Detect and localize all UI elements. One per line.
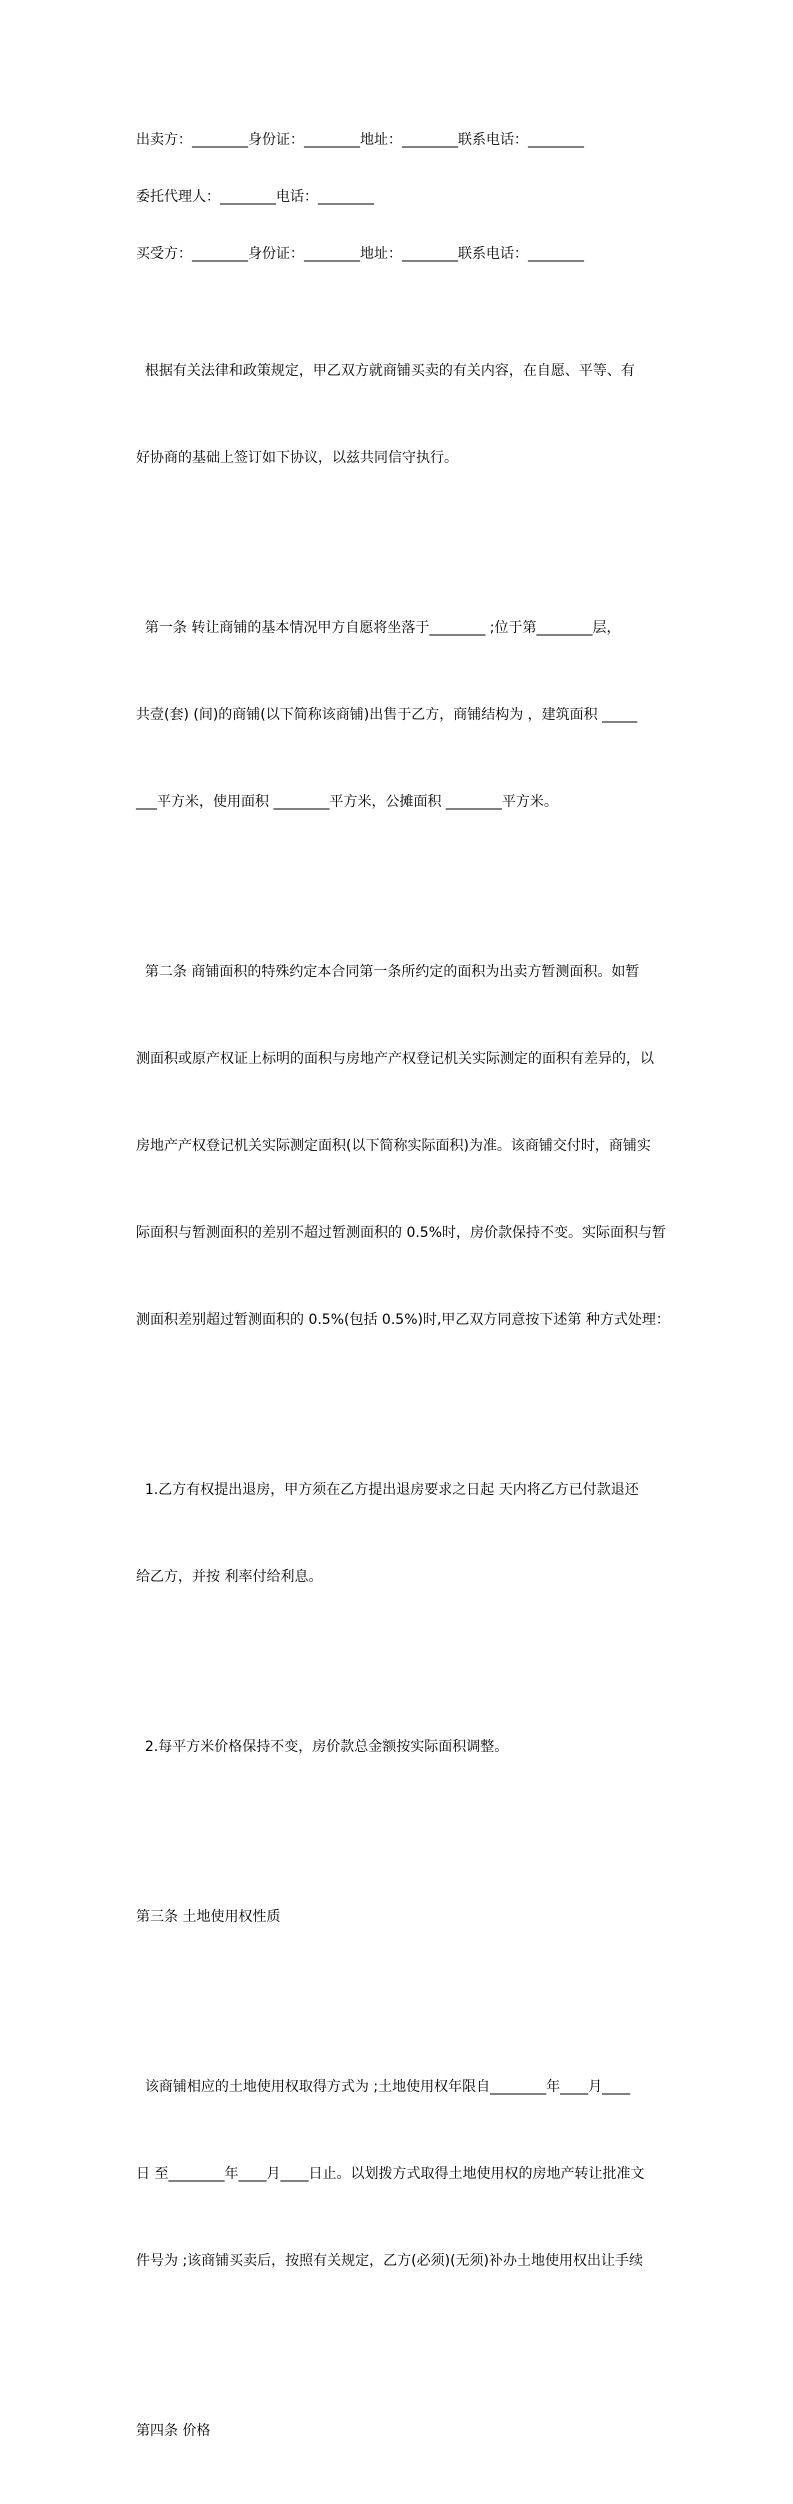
seller-info-line: 出卖方：________身份证：________地址：________联系电话：________	[136, 132, 584, 148]
article-2-line-2: 测面积或原产权证上标明的面积与房地产产权登记机关实际测定的面积有差异的，以	[136, 1051, 654, 1067]
article-3-paragraph	[136, 2015, 708, 2334]
article-2-line-3: 房地产产权登记机关实际测定面积(以下简称实际面积)为准。该商铺交付时，商铺实	[136, 1138, 651, 1154]
option-2-paragraph	[136, 1675, 708, 1820]
article-3-line-3: 件号为 ;该商铺买卖后，按照有关规定，乙方(必须)(无须)补办土地使用权出让手续	[136, 2253, 644, 2269]
article-1-paragraph	[136, 556, 708, 875]
article-1-line-3: ___平方米，使用面积 ________平方米，公摊面积 ________平方米。	[136, 794, 558, 810]
article-4-title	[136, 2359, 708, 2504]
option-1-paragraph	[136, 1418, 708, 1650]
agent-info-line: 委托代理人：________电话：________	[136, 189, 374, 205]
intro-paragraph	[136, 299, 708, 531]
option-2-line: 2.每平方米价格保持不变，房价款总金额按实际面积调整。	[136, 1739, 509, 1755]
buyer-info-line: 买受方：________身份证：________地址：________联系电话：________	[136, 246, 584, 262]
article-1-line-2: 共壹(套) (间)的商铺(以下简称该商铺)出售于乙方，商铺结构为 ，建筑面积 _____	[136, 707, 638, 723]
contract-body	[136, 128, 708, 2504]
article-3-title	[136, 1845, 708, 1990]
article-3-line-2: 日 至________年____月____日止。以划拨方式取得土地使用权的房地产转让批准文	[136, 2166, 645, 2182]
article-3-line-1: 该商铺相应的土地使用权取得方式为 ;土地使用权年限自________年____月____	[136, 2079, 631, 2095]
option-1-line-2: 给乙方，并按 利率付给利息。	[136, 1569, 323, 1585]
article-4-heading: 第四条 价格	[136, 2423, 211, 2439]
article-1-line-1: 第一条 转让商铺的基本情况甲方自愿将坐落于________ ;位于第________层，	[136, 620, 621, 636]
article-2-line-4: 际面积与暂测面积的差别不超过暂测面积的 0.5%时，房价款保持不变。实际面积与暂	[136, 1225, 667, 1241]
article-2-line-1: 第二条 商铺面积的特殊约定本合同第一条所约定的面积为出卖方暂测面积。如暂	[136, 964, 640, 980]
article-2-line-5: 测面积差别超过暂测面积的 0.5%(包括 0.5%)时,甲乙双方同意按下述第 种方式处理：	[136, 1312, 670, 1328]
option-1-line-1: 1.乙方有权提出退房，甲方须在乙方提出退房要求之日起 天内将乙方已付款退还	[136, 1482, 639, 1498]
article-2-paragraph	[136, 900, 708, 1393]
intro-line-1: 根据有关法律和政策规定，甲乙双方就商铺买卖的有关内容，在自愿、平等、有	[136, 363, 635, 379]
intro-line-2: 好协商的基础上签订如下协议，以兹共同信守执行。	[136, 450, 458, 466]
article-3-heading: 第三条 土地使用权性质	[136, 1909, 281, 1925]
